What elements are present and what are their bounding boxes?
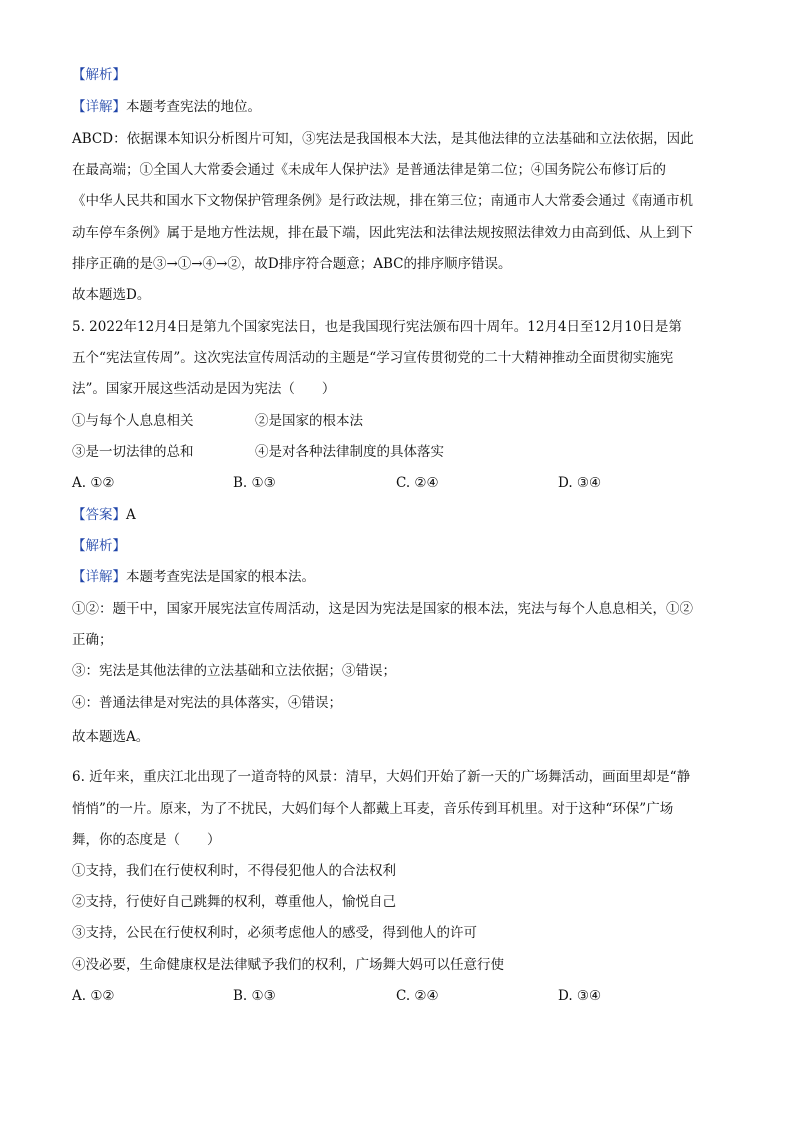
option-d: D. ③④ (558, 475, 602, 491)
question-stem-line: 五个“宪法宣传周”。这次宪法宣传周活动的主题是“学习宣传贯彻党的二十大精神推动全面贯彻实施宪 (72, 350, 674, 366)
analysis-tag: 【解析】 (72, 538, 126, 554)
statement: ③是一切法律的总和 (72, 444, 194, 460)
statement: ②是国家的根本法 (255, 413, 363, 429)
explanation-line: 在最高端；①全国人大常委会通过《未成年人保护法》是普通法律是第二位；④国务院公布修订后的 (72, 162, 666, 178)
statement: ①与每个人息息相关 (72, 413, 194, 429)
explanation-line: 正确； (72, 632, 113, 648)
statement: ③支持，公民在行使权利时，必须考虑他人的感受，得到他人的许可 (72, 925, 477, 941)
option-d: D. ③④ (558, 988, 602, 1004)
explanation-line: ③：宪法是其他法律的立法基础和立法依据；③错误； (72, 663, 396, 679)
detail-text: 本题考查宪法的地位。 (126, 99, 261, 115)
option-b: B. ①③ (233, 475, 276, 491)
option-a: A. ①② (72, 475, 115, 491)
explanation-line: ①②：题干中，国家开展宪法宣传周活动，这是因为宪法是国家的根本法，宪法与每个人息息相关，①② (72, 601, 693, 617)
conclusion: 故本题选D。 (72, 287, 151, 303)
question-stem-line: 舞，你的态度是（ ） (72, 832, 221, 848)
question-stem-line: 6. 近年来，重庆江北出现了一道奇特的风景：清早，大妈们开始了新一天的广场舞活动，画面里却是“静 (72, 769, 691, 785)
question-stem-line: 法”。国家开展这些活动是因为宪法（ ） (72, 381, 336, 397)
explanation-line: ABCD：依据课本知识分析图片可知，③宪法是我国根本大法，是其他法律的立法基础和立法依据，因此 (72, 131, 694, 147)
option-c: C. ②④ (396, 475, 439, 491)
question-stem-line: 悄悄”的一片。原来，为了不扰民，大妈们每个人都戴上耳麦，音乐传到耳机里。对于这种“环保”广场 (72, 801, 674, 817)
conclusion: 故本题选A。 (72, 729, 150, 745)
question-stem-line: 5. 2022年12月4日是第九个国家宪法日，也是我国现行宪法颁布四十周年。12月4日至12月10日是第 (72, 319, 682, 335)
statement: ④没必要，生命健康权是法律赋予我们的权利，广场舞大妈可以任意行使 (72, 957, 504, 973)
answer-value: A (126, 507, 136, 523)
detail-line (72, 97, 261, 117)
statement: ④是对各种法律制度的具体落实 (255, 444, 444, 460)
detail-line (72, 567, 315, 587)
statement: ②支持，行使好自己跳舞的权利，尊重他人，愉悦自己 (72, 894, 396, 910)
option-c: C. ②④ (396, 988, 439, 1004)
explanation-line: ④：普通法律是对宪法的具体落实，④错误； (72, 695, 342, 711)
analysis-tag: 【解析】 (72, 67, 126, 83)
explanation-line: 《中华人民共和国水下文物保护管理条例》是行政法规，排在第三位；南通市人大常委会通过《南通市机 (72, 193, 693, 209)
detail-tag: 【详解】 (72, 99, 126, 115)
statement: ①支持，我们在行使权利时，不得侵犯他人的合法权利 (72, 863, 396, 879)
option-b: B. ①③ (233, 988, 276, 1004)
answer-tag: 【答案】 (72, 507, 126, 523)
explanation-line: 动车停车条例》属于是地方性法规，排在最下端，因此宪法和法律法规按照法律效力由高到低、从上到下 (72, 225, 693, 241)
option-a: A. ①② (72, 988, 115, 1004)
explanation-line: 排序正确的是③→①→④→②，故D排序符合题意；ABC的排序顺序错误。 (72, 256, 512, 272)
detail-tag: 【详解】 (72, 569, 126, 585)
detail-text: 本题考查宪法是国家的根本法。 (126, 569, 315, 585)
answer-line (72, 505, 136, 525)
